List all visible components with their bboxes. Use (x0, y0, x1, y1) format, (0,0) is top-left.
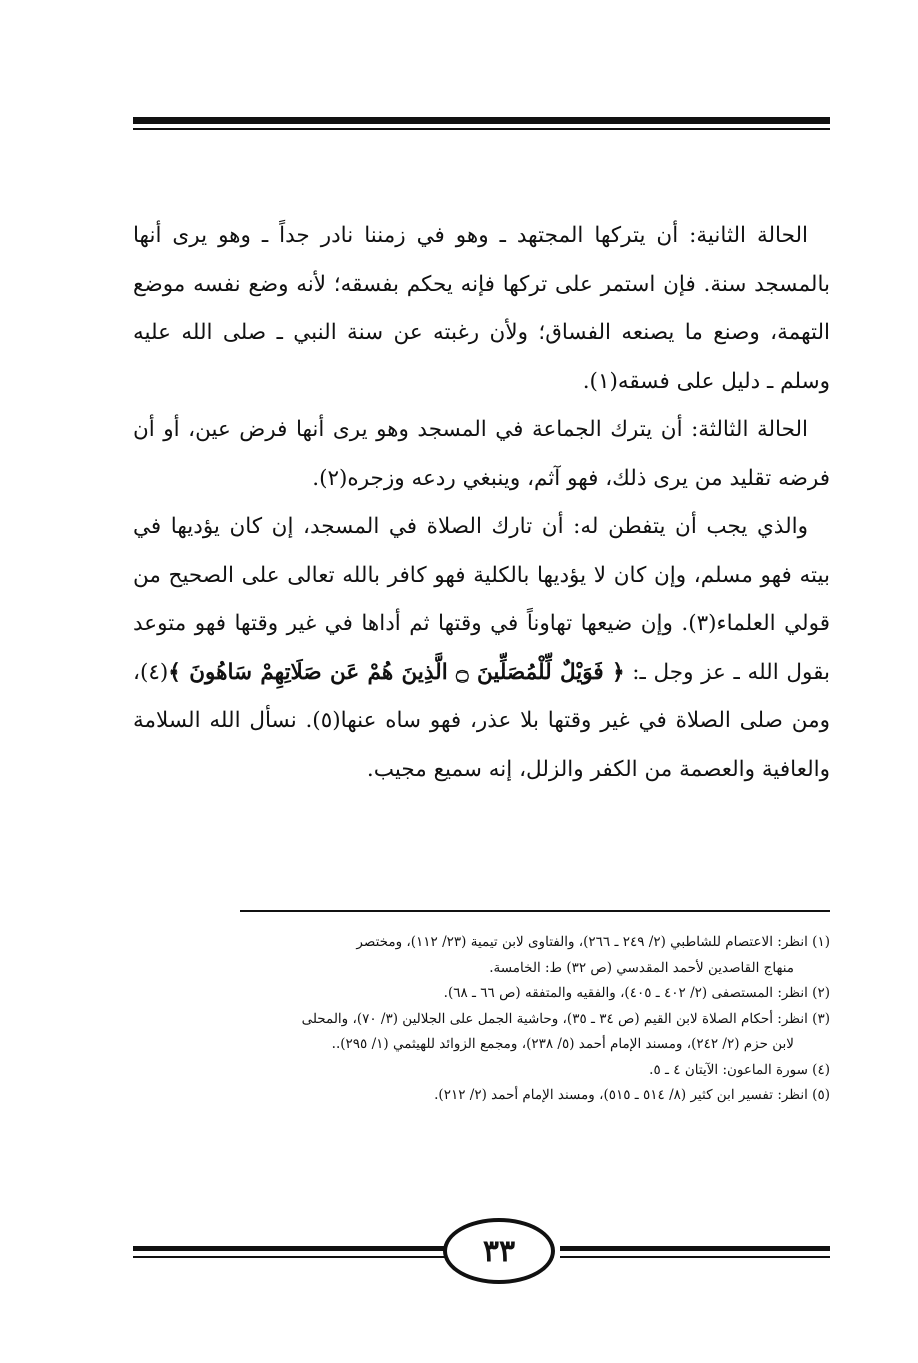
footnote-1-continued: منهاج القاصدين لأحمد المقدسي (ص ٣٢) ط: الخامسة. (489, 959, 794, 976)
paragraph-conclusion (133, 503, 830, 794)
quran-verse: ﴿ فَوَيْلٌ لِّلْمُصَلِّينَ ۝ الَّذِينَ هُمْ عَن صَلَاتِهِمْ سَاهُونَ ﴾ (168, 659, 625, 685)
footnotes (133, 930, 830, 1109)
footnote-2: (٢) انظر: المستصفى (٢/ ٤٠٢ ـ ٤٠٥)، والفقيه والمتفقه (ص ٦٦ ـ ٦٨). (443, 985, 830, 1001)
footnote-1: (١) انظر: الاعتصام للشاطبي (٢/ ٢٤٩ ـ ٢٦٦)، والفتاوى لابن تيمية (٢٣/ ١١٢)، ومختصر (356, 934, 830, 950)
footer-rule-right (560, 1246, 830, 1251)
footer-rule-right-thin (560, 1256, 830, 1258)
paragraph-case-three: الحالة الثالثة: أن يترك الجماعة في المسجد وهو يرى أنها فرض عين، أو أن فرضه تقليد من يرى ذلك، فهو آثم، وينبغي ردعه وزجره(٢). (133, 417, 830, 491)
paragraph-case-two: الحالة الثانية: أن يتركها المجتهد ـ وهو في زمننا نادر جداً ـ وهو يرى أنها بالمسجد سنة. فإن استمر على تركها فإنه يحكم بفسقه؛ لأنه وضع نفسه موضع التهمة، وصنع ما يصنعه الفساق؛ ولأن رغبته عن سنة النبي ـ صلى الله عليه وسلم ـ دليل على فسقه(١). (133, 223, 830, 394)
main-text (133, 212, 830, 794)
footer-rule-left (133, 1246, 445, 1251)
footnote-3: (٣) انظر: أحكام الصلاة لابن القيم (ص ٣٤ ـ ٣٥)، وحاشية الجمل على الجلالين (٣/ ٧٠)، والمحلى (301, 1010, 830, 1027)
page-number: ٣٣ (443, 1218, 555, 1284)
paragraph-conclusion-before: والذي يجب أن يتفطن له: أن تارك الصلاة في المسجد، إن كان يؤديها في بيته فهو مسلم، وإن كان لا يؤديها بالكلية فهو كافر بالله تعالى على الصحيح من قولي العلماء(٣). وإن ضيعها تهاوناً في وقتها ثم أداها في غير وقتها فهو متوعد بقول الله ـ عز وجل ـ: (133, 514, 830, 685)
footnote-3-continued: لابن حزم (٢/ ٢٤٢)، ومسند الإمام أحمد (٥/ ٢٣٨)، ومجمع الزوائد للهيثمي (١/ ٢٩٥).. (331, 1036, 794, 1052)
footnote-4: (٤) سورة الماعون: الآيتان ٤ ـ ٥. (649, 1061, 830, 1078)
header-rule-thin (133, 128, 830, 130)
paragraph-conclusion-after: (٤)، ومن صلى الصلاة في غير وقتها بلا عذر، فهو ساه عنها(٥). نسأل الله السلامة والعافية والعصمة من الكفر والزلل، إنه سميع مجيب. (133, 659, 830, 782)
footnote-separator (240, 910, 830, 912)
footer-rule-left-thin (133, 1256, 445, 1258)
footnote-5: (٥) انظر: تفسير ابن كثير (٨/ ٥١٤ ـ ٥١٥)، ومسند الإمام أحمد (٢/ ٢١٢). (434, 1087, 830, 1103)
header-rule-thick (133, 117, 830, 124)
